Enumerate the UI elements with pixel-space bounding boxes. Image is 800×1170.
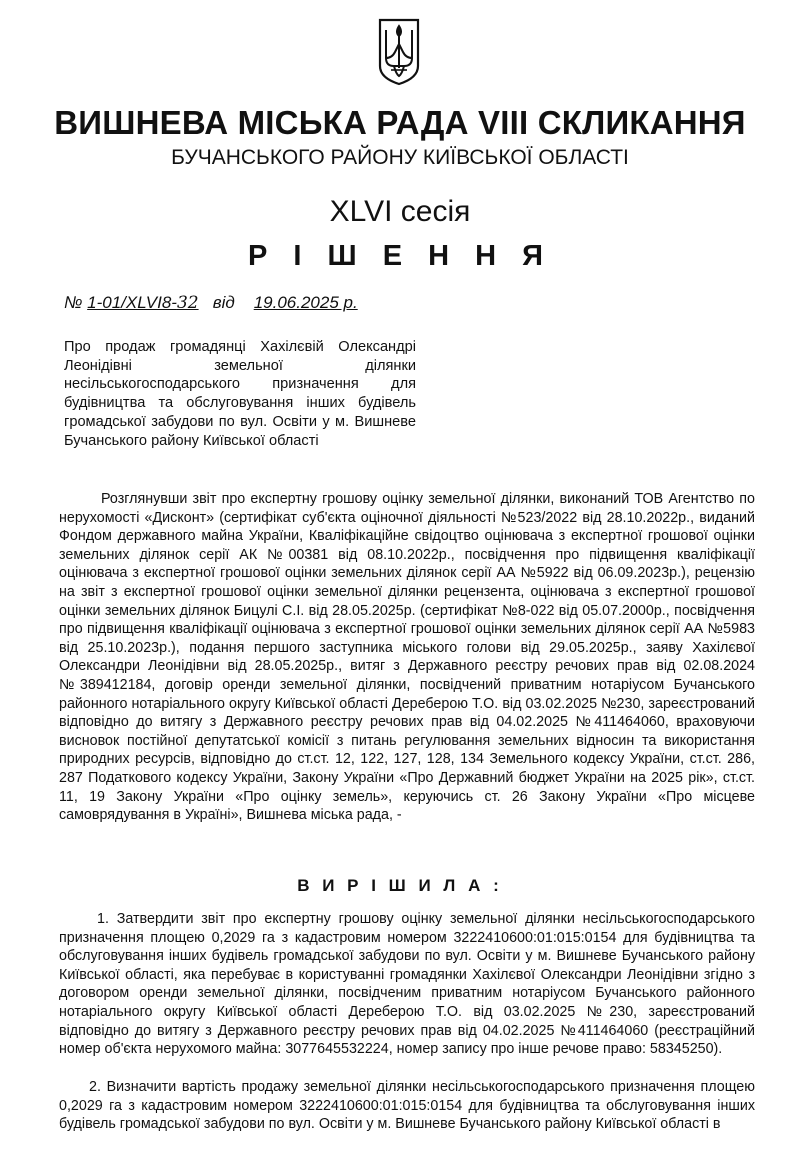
decision-number-handwritten: 32	[176, 293, 199, 313]
council-title: ВИШНЕВА МІСЬКА РАДА VIII СКЛИКАННЯ	[54, 104, 746, 141]
decision-number-printed: 1-01/XLVI8-	[87, 293, 177, 312]
district-subtitle: БУЧАНСЬКОГО РАЙОНУ КИЇВСЬКОЇ ОБЛАСТІ	[171, 146, 629, 169]
decision-subject	[64, 338, 416, 450]
subject-line: Бучанського району Київської області	[64, 432, 319, 449]
number-label: №	[64, 293, 83, 312]
trident-emblem-icon	[378, 18, 420, 86]
subject-line: громадської забудови по вул. Освіти у м. Вишневе	[64, 413, 416, 430]
decision-item-2: 2. Визначити вартість продажу земельної ділянки несільськогосподарського призначення площею 0,2029 га з кадастровим номером 3222410600:01:015:0154 для будівництва та обслуговування інших будівель громадської забудови по вул. Освіти у м. Вишневе Бучанського району Київської області в	[59, 1079, 755, 1133]
decision-number	[87, 293, 198, 312]
subject-line: Леонідівні земельної ділянки	[64, 357, 416, 374]
preamble-paragraph: Розглянувши звіт про експертну грошову оцінку земельної ділянки, виконаний ТОВ Агентство по нерухомості «Дисконт» (сертифікат суб'єкта оціночної діяльності №523/2022 від 28.10.2022р., виданий Фондом державного майна України, Кваліфікаційне свідоцтво оцінювача з експертної грошової оцінки земельних ділянок серії АК №00381 від 08.10.2022р., посвідчення про підвищення кваліфікації оцінювача з експертної грошової оцінки земельних ділянок серії АА №5922 від 06.09.2023р.), рецензію на звіт з експертної грошової оцінки земельної ділянки рецензента, оцінювача з експертної грошової оцінки земельних ділянок Бицулі С.І. від 28.05.2025р. (сертифікат №8-022 від 05.07.2000р., посвідчення про підвищення кваліфікації оцінювача з експертної грошової оцінки земельних ділянок серії АА №5983 від 25.10.2023р.), подання першого заступника міського голови від 29.05.2025р., заяву Хахілєвої Олександри Леонідівни від 28.05.2025р., витяг з Державного реєстру речових прав від 02.08.2024 №389412184, договір оренди земельної ділянки, посвідчений приватним нотаріусом Бучанського районного нотаріального округу Київської області Дереберою Т.О. від 03.02.2025 №230, зареєстрований відповідно до витягу з Державного реєстру речових прав від 04.02.2025 №411464060, враховуючи висновок постійної депутатської комісії з питань регулювання земельних відносин та використання природних ресурсів, відповідно до ст.ст. 12, 122, 127, 128, 134 Земельного кодексу України, ст.ст. 286, 287 Податкового кодексу України, Закону України «Про Державний бюджет України на 2025 рік», ст.ст. 11, 19 Закону України «Про оцінку земель», керуючись ст. 26 Закону України «Про місцеве самоврядування в Україні», Вишнева міська рада, -	[59, 491, 755, 824]
subject-line: несільськогосподарського призначення для	[64, 376, 416, 393]
decision-date: 19.06.2025 р.	[253, 293, 358, 312]
decision-number-line	[64, 293, 358, 313]
decision-title: Р І Ш Е Н Н Я	[248, 240, 552, 272]
date-label: від	[212, 293, 235, 312]
verdict-heading: В И Р І Ш И Л А :	[297, 876, 503, 895]
subject-line: будівництва та обслуговування інших будівель	[64, 395, 416, 412]
decision-item-1: 1. Затвердити звіт про експертну грошову оцінку земельної ділянки несільськогосподарського призначення площею 0,2029 га з кадастровим номером 3222410600:01:015:0154 для будівництва та обслуговування інших будівель громадської забудови по вул. Освіти у м. Вишневе Бучанського району Київської області, яка перебуває в користуванні громадянки Хахілєвої Олександри Леонідівни згідно з договором оренди земельної ділянки, посвідченим приватним нотаріусом Бучанського районного нотаріального округу Київської області Дереберою Т.О. від 03.02.2025 №230, зареєстрований відповідно до витягу з Державного реєстру речових прав від 04.02.2025 №411464060 (реєстраційний номер об'єкта нерухомого майна: 3077645532224, номер запису про інше речове право: 58345250).	[59, 911, 755, 1058]
subject-line: Про продаж громадянці Хахілєвій Олександрі	[64, 339, 416, 355]
session-title: XLVI сесія	[329, 195, 471, 228]
